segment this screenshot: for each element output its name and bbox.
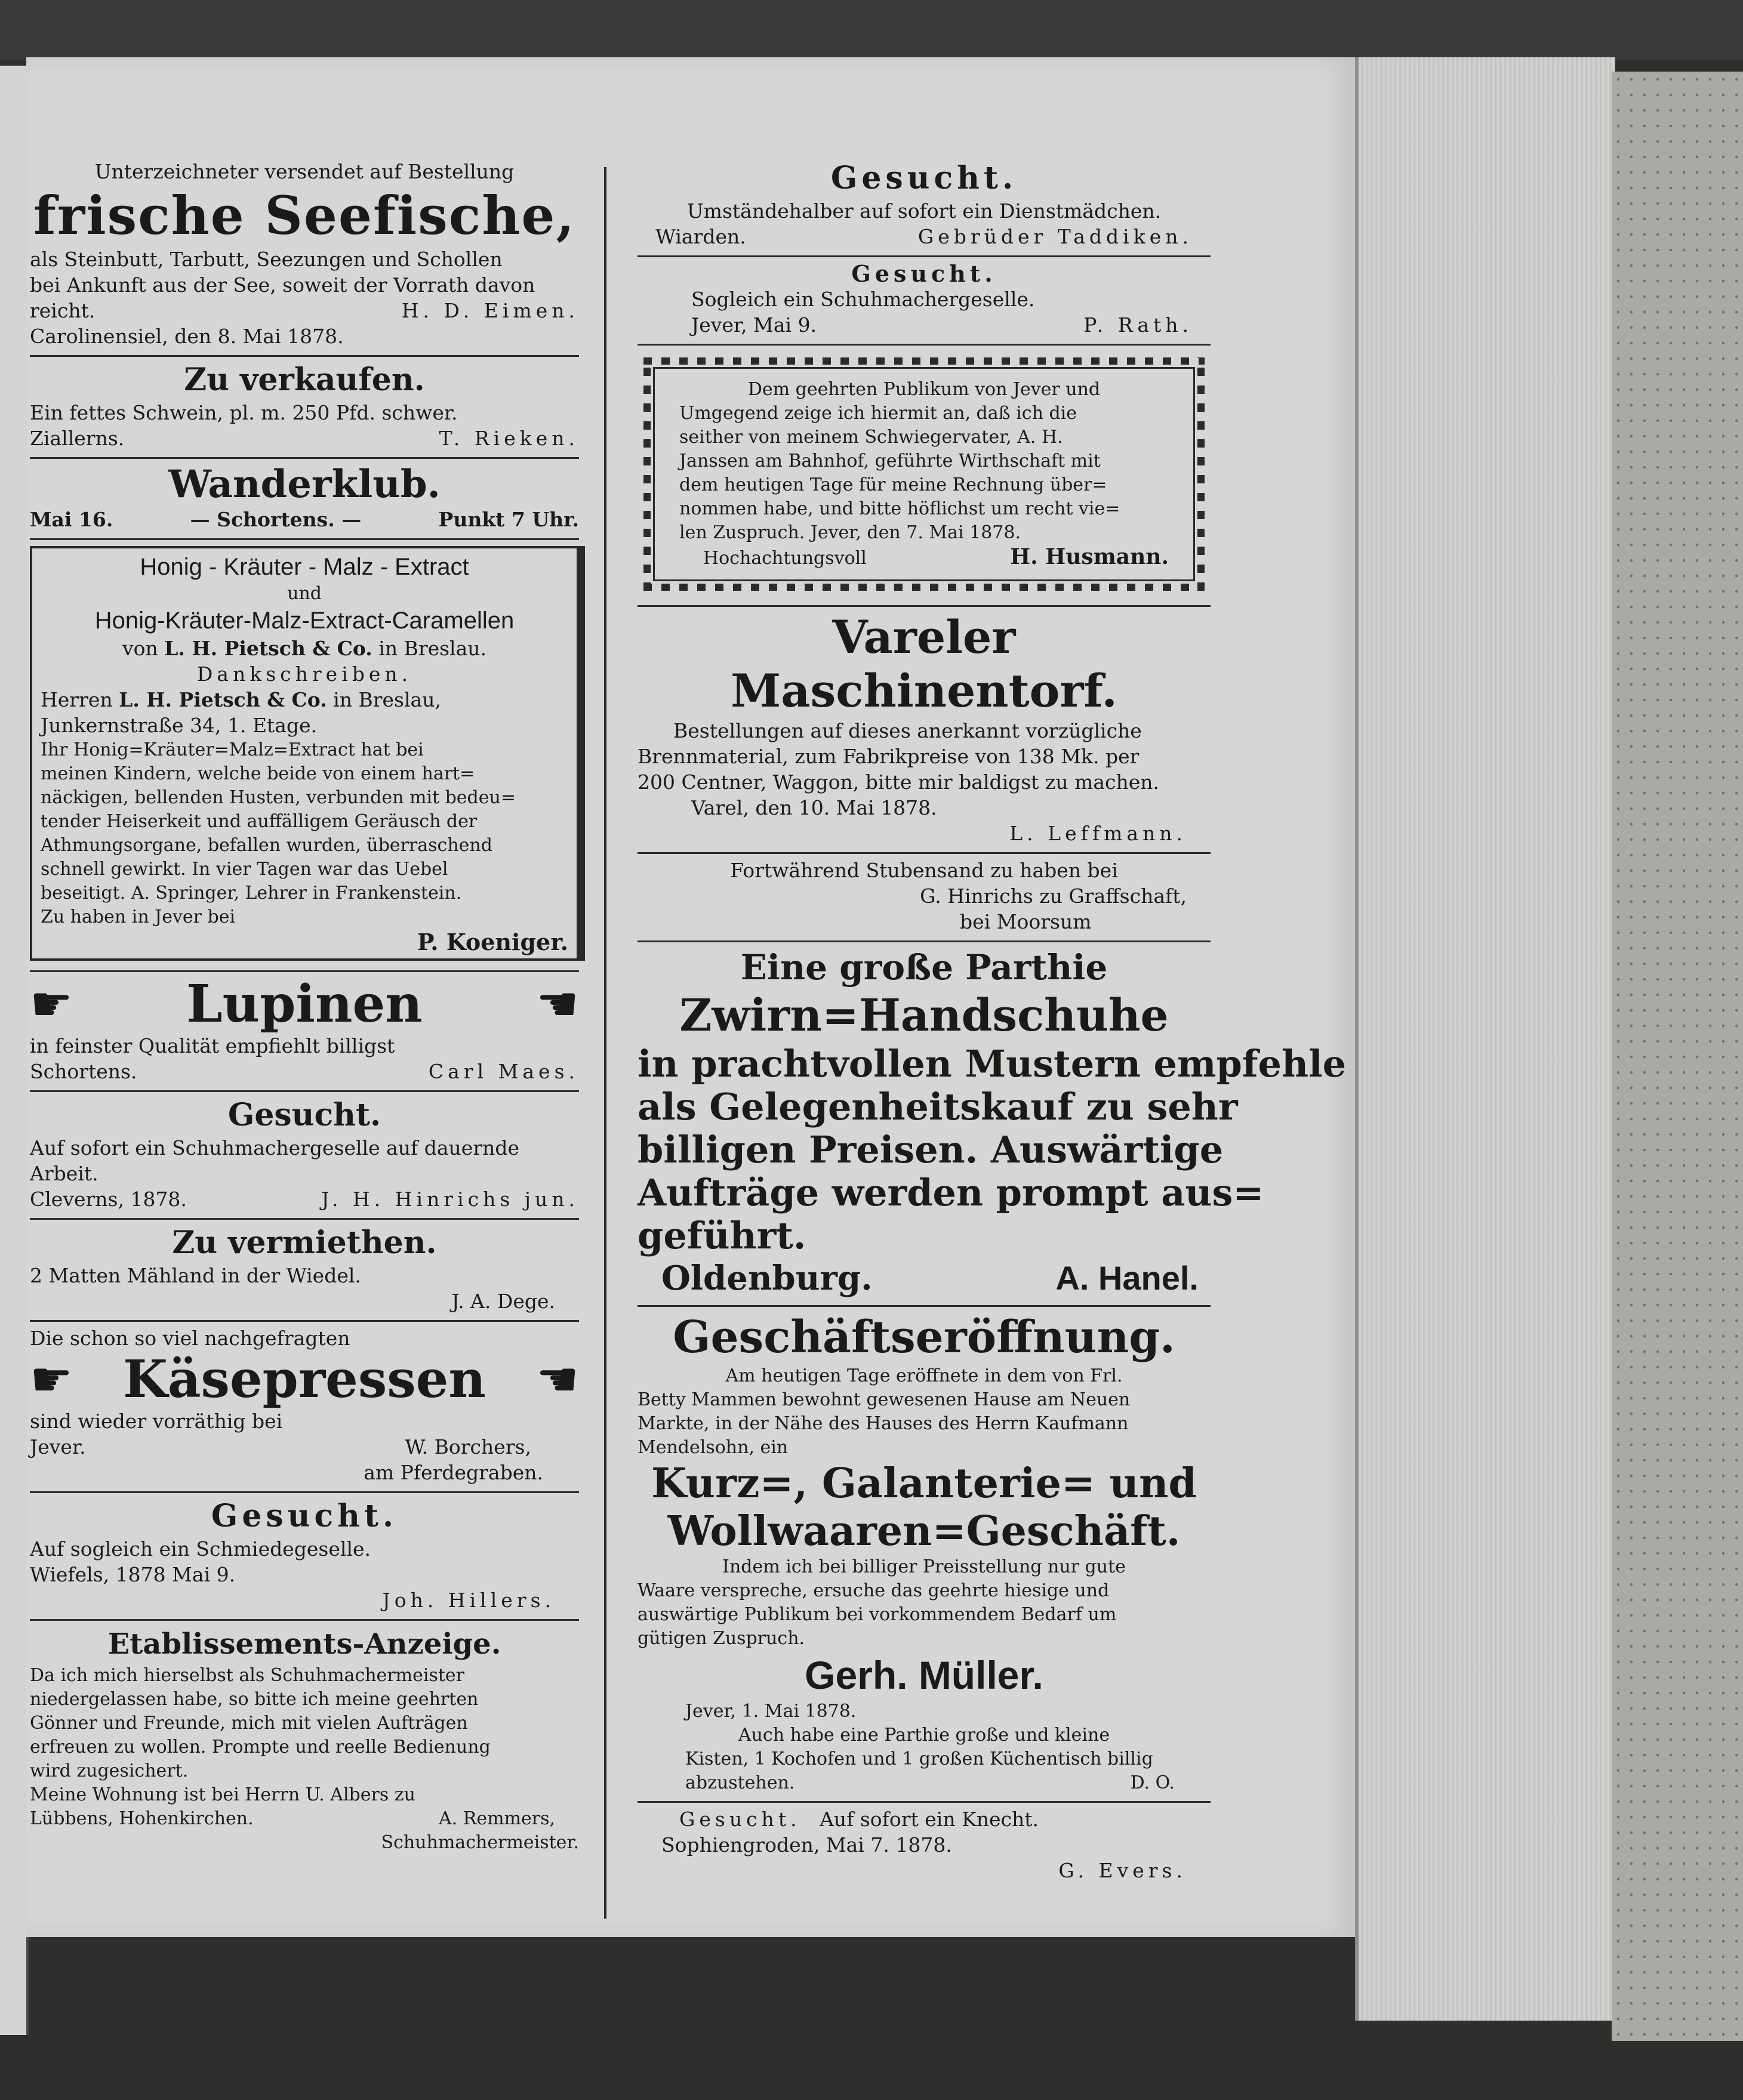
book-cover-board xyxy=(1612,72,1743,2041)
ad-zu-verkaufen xyxy=(30,357,579,459)
ad-signer: Schuhmachermeister. xyxy=(381,1832,579,1853)
ad-wanderklub xyxy=(30,459,579,540)
ad-text-line: beseitigt. A. Springer, Lehrer in Frankenstein. xyxy=(41,883,462,903)
ad-footer: Lübbens, Hohenkirchen. A. Remmers, xyxy=(30,1807,579,1831)
ad-text-line: Janssen am Bahnhof, geführte Wirthschaft mit xyxy=(679,451,1101,471)
ad-signer: G. Hinrichs zu Graffschaft, xyxy=(920,884,1187,908)
ornamental-border xyxy=(638,351,1211,597)
ad-text-line: Umgegend zeige ich hiermit an, daß ich die xyxy=(679,403,1077,424)
ad-signer: J. H. Hinrichs jun. xyxy=(321,1188,579,1211)
ad-date: Wiefels, 1878 Mai 9. xyxy=(30,1563,236,1586)
ad-date: Sophiengroden, Mai 7. 1878. xyxy=(661,1833,952,1857)
ad-text-line: Aufträge werden prompt aus= xyxy=(638,1171,1264,1214)
ad-text-line: Am heutigen Tage eröffnete in dem von Frl. xyxy=(725,1365,1123,1386)
ad-signer: A. Remmers, xyxy=(439,1808,555,1829)
ad-husmann xyxy=(638,346,1211,607)
ad-text-line: Ein fettes Schwein, pl. m. 250 Pfd. schwer. xyxy=(30,401,458,424)
ad-text-line: seither von meinem Schwiegervater, A. H. xyxy=(679,427,1063,448)
ad-text-line: Auf sogleich ein Schmiedegeselle. xyxy=(30,1537,371,1561)
ad-gesucht-dienstmaedchen xyxy=(638,155,1211,257)
ad-title: Honig - Kräuter - Malz - Extract xyxy=(140,554,469,580)
ad-signer: Joh. Hillers. xyxy=(382,1589,555,1612)
previous-page-edge xyxy=(0,66,29,2035)
ad-text-line: auswärtige Publikum bei vorkommendem Bedarf um xyxy=(638,1604,1117,1625)
ad-footer: Hochachtungsvoll H. Husmann. xyxy=(703,544,1169,569)
ad-title: Zwirn=Handschuhe xyxy=(679,990,1169,1041)
ad-handschuhe xyxy=(638,942,1347,1307)
ad-title: Vareler Maschinentorf. xyxy=(731,610,1117,717)
ad-text-line: billigen Preisen. Auswärtige xyxy=(638,1128,1224,1171)
ad-text-line: reicht. H. D. Eimen. xyxy=(30,299,579,322)
ad-signer: T. Rieken. xyxy=(439,427,579,450)
ad-text-line: Kisten, 1 Kochofen und 1 großen Küchentisch billig xyxy=(685,1749,1153,1769)
ad-signer: H. D. Eimen. xyxy=(401,299,579,322)
ad-text-line: Zu haben in Jever bei xyxy=(41,906,236,927)
ad-title: Honig-Kräuter-Malz-Extract-Caramellen xyxy=(94,608,515,634)
ad-geschaeftseroeffnung xyxy=(638,1307,1211,1803)
ad-title-row xyxy=(30,976,579,1033)
ad-text-line: als Steinbutt, Tarbutt, Seezungen und Schollen xyxy=(30,248,503,271)
ad-title: Kurz=, Galanterie= und xyxy=(651,1460,1197,1507)
ad-text-line: näckigen, bellenden Husten, verbunden mit bedeu= xyxy=(41,787,516,808)
ad-honig-extract xyxy=(30,540,579,972)
ad-heading: Eine große Parthie xyxy=(740,947,1108,988)
ad-stubensand xyxy=(638,854,1211,942)
ad-heading: Dankschreiben. xyxy=(196,662,412,686)
ad-seefische xyxy=(30,155,579,357)
ad-text-line: Markte, in der Nähe des Hauses des Herrn Kaufmann xyxy=(638,1413,1129,1434)
ad-text-line: nommen habe, und bitte höflichst um recht vie= xyxy=(679,498,1120,519)
ad-kaesepressen xyxy=(30,1322,579,1493)
ad-text-line: Sogleich ein Schuhmachergeselle. xyxy=(691,288,1035,311)
ad-lupinen xyxy=(30,972,579,1092)
ad-text-line: schnell gewirkt. In vier Tagen war das Uebel xyxy=(41,859,448,880)
ad-title: Käsepressen xyxy=(123,1349,486,1410)
ad-text-line: Umständehalber auf sofort ein Dienstmädchen. xyxy=(686,199,1162,223)
ad-footer: abzustehen. D. O. xyxy=(685,1772,1175,1793)
ad-etablissement xyxy=(30,1621,579,1861)
ad-title: Wollwaaren=Geschäft. xyxy=(667,1507,1181,1555)
ad-title: Gesucht. xyxy=(211,1498,398,1534)
ad-title-row xyxy=(30,1351,579,1408)
ad-footer: Ziallerns. T. Rieken. xyxy=(30,427,579,450)
ad-text-line: Da ich mich hierselbst als Schuhmachermeister xyxy=(30,1665,464,1686)
ad-title: Geschäftseröffnung. xyxy=(673,1312,1175,1363)
ad-text-line: Athmungsorgane, befallen wurden, überraschend xyxy=(41,835,492,856)
column-rule xyxy=(604,167,606,1919)
ad-box: Honig - Kräuter - Malz - Extract und Honig-Kräuter-Malz-Extract-Caramellen von L. H. Pietsch & Co. in Breslau. Dankschreiben. Herren L. H. Pietsch & Co. in Breslau, Junkernstraße 34, 1. Etage. Ihr Honig=Kräuter=Malz=Extract hat bei meinen Kindern, welche beide von einem hart= näckigen, bellenden Husten, verbunden mit bedeu= tender Heiserkeit und auffälligem Geräusch der Athmungsorgane, befallen wurden, überraschend schnell gewirkt. In vier Tagen war das Uebel beseitigt. A. Springer, Lehrer in Frankenstein. Zu haben in Jever bei P. Koeniger. xyxy=(30,546,579,961)
ad-gesucht-schmied xyxy=(30,1493,579,1621)
ad-text-line: Mai 16. — Schortens. — Punkt 7 Uhr. xyxy=(30,508,579,531)
ad-text-line: dem heutigen Tage für meine Rechnung über= xyxy=(679,474,1107,495)
ad-text-line: 200 Centner, Waggon, bitte mir baldigst zu machen. xyxy=(638,770,1160,794)
ad-text-line: Gönner und Freunde, mich mit vielen Aufträgen xyxy=(30,1713,468,1734)
ad-text-line: wird zugesichert. xyxy=(30,1760,189,1781)
ad-text-line: Auf sofort ein Schuhmachergeselle auf dauernde xyxy=(30,1136,520,1160)
ad-footer: Schortens. Carl Maes. xyxy=(30,1060,579,1083)
ad-text-line: sind wieder vorräthig bei xyxy=(30,1410,283,1433)
ad-title: Gesucht. xyxy=(830,160,1018,196)
ad-text-line: von L. H. Pietsch & Co. in Breslau. xyxy=(122,637,487,660)
ad-text-line: len Zuspruch. Jever, den 7. Mai 1878. xyxy=(679,522,1021,543)
ad-footer: Jever. W. Borchers, xyxy=(30,1434,579,1460)
ad-text-line: Waare verspreche, ersuche das geehrte hiesige und xyxy=(638,1580,1110,1601)
ad-text-line: bei Ankunft aus der See, soweit der Vorrath davon xyxy=(30,273,535,297)
ad-text-line: geführt. xyxy=(638,1214,806,1257)
pointing-hand-right-icon: ☛ xyxy=(30,1352,73,1407)
ad-text-line: Brennmaterial, zum Fabrikpreise von 138 Mk. per xyxy=(638,745,1140,768)
pointing-hand-left-icon: ☚ xyxy=(536,1352,579,1407)
ad-title: Gesucht. xyxy=(851,260,997,287)
ad-footer: Wiarden. Gebrüder Taddiken. xyxy=(655,225,1193,248)
ad-text-line: Arbeit. xyxy=(30,1162,98,1185)
ad-footer: Oldenburg. A. Hanel. xyxy=(661,1259,1199,1298)
ad-title: Gesucht. xyxy=(227,1097,381,1133)
ad-text-line: Fortwährend Stubensand zu haben bei xyxy=(730,859,1118,882)
ad-text-line: Herren L. H. Pietsch & Co. in Breslau, xyxy=(41,688,441,711)
ad-date: Varel, den 10. Mai 1878. xyxy=(691,796,937,819)
ad-intro: Unterzeichneter versendet auf Bestellung xyxy=(94,160,515,183)
ad-footer: Cleverns, 1878. J. H. Hinrichs jun. xyxy=(30,1188,579,1211)
ad-text-line: Bestellungen auf dieses anerkannt vorzügliche xyxy=(673,719,1142,742)
ad-intro: Die schon so viel nachgefragten xyxy=(30,1327,350,1350)
ad-text-line: Dem geehrten Publikum von Jever und xyxy=(747,379,1101,400)
ad-title: Wanderklub. xyxy=(168,462,441,507)
ad-zu-vermiethen xyxy=(30,1220,579,1322)
pointing-hand-left-icon: ☚ xyxy=(536,976,579,1032)
ad-signer: Gebrüder Taddiken. xyxy=(917,225,1193,248)
pointing-hand-right-icon: ☛ xyxy=(30,976,73,1032)
ad-title: Etablissements-Anzeige. xyxy=(107,1627,501,1661)
ad-signer: L. Leffmann. xyxy=(1009,822,1187,845)
ad-title: Zu vermiethen. xyxy=(172,1225,437,1261)
ad-text-line: Auch habe eine Parthie große und kleine xyxy=(738,1725,1110,1746)
ad-signer: G. Evers. xyxy=(1058,1859,1187,1882)
ad-footer: Jever, Mai 9. P. Rath. xyxy=(691,313,1193,337)
ad-signer: A. Hanel. xyxy=(1055,1259,1199,1297)
ad-text-line: als Gelegenheitskauf zu sehr xyxy=(638,1085,1238,1128)
ad-text-line: gütigen Zuspruch. xyxy=(638,1628,805,1649)
ad-title: Gesucht. xyxy=(679,1808,801,1831)
right-column xyxy=(638,155,1347,1889)
ad-text-line: in prachtvollen Mustern empfehle xyxy=(638,1042,1347,1086)
ad-text-line: 2 Matten Mähland in der Wiedel. xyxy=(30,1264,361,1287)
ad-signer: P. Koeniger. xyxy=(417,929,568,955)
ad-text-line: in feinster Qualität empfiehlt billigst xyxy=(30,1034,395,1057)
ad-date: Jever, 1. Mai 1878. xyxy=(685,1701,857,1722)
ad-title: Zu verkaufen. xyxy=(184,362,425,398)
ad-title: Lupinen xyxy=(186,974,423,1034)
ad-signer: P. Rath. xyxy=(1083,313,1193,337)
ad-signer: H. Husmann. xyxy=(1010,544,1169,569)
ad-text-line: Meine Wohnung ist bei Herrn U. Albers zu xyxy=(30,1784,415,1805)
ad-signer: W. Borchers, xyxy=(405,1435,531,1458)
ad-signer: J. A. Dege. xyxy=(451,1290,555,1313)
ad-text-line: Mendelsohn, ein xyxy=(638,1437,789,1458)
ad-gesucht-knecht xyxy=(638,1803,1211,1889)
ad-text-line: meinen Kindern, welche beide von einem hart= xyxy=(41,763,475,784)
left-column xyxy=(30,155,579,1861)
ad-signer: Gerh. Müller. xyxy=(805,1653,1043,1697)
ad-date: Carolinensiel, den 8. Mai 1878. xyxy=(30,325,344,348)
ad-signer: Carl Maes. xyxy=(428,1060,579,1083)
ad-gesucht-schuhmacher xyxy=(30,1092,579,1220)
ad-signer: am Pferdegraben. xyxy=(364,1461,543,1484)
ad-text-line: niedergelassen habe, so bitte ich meine geehrten xyxy=(30,1689,479,1710)
ad-gesucht-schuhmachergeselle xyxy=(638,257,1211,346)
scan-background-top xyxy=(0,0,1743,60)
ad-maschinentorf xyxy=(638,607,1211,854)
ad-text-line: Junkernstraße 34, 1. Etage. xyxy=(41,714,318,737)
ad-text-line: Ihr Honig=Kräuter=Malz=Extract hat bei xyxy=(41,739,424,760)
ad-text-line: Gesucht. Auf sofort ein Knecht. xyxy=(679,1808,1039,1831)
ad-text-line: Betty Mammen bewohnt gewesenen Hause am Neuen xyxy=(638,1389,1131,1410)
ad-text-line: erfreuen zu wollen. Prompte und reelle Bedienung xyxy=(30,1737,491,1757)
book-page-edges xyxy=(1355,57,1615,2021)
ad-title: frische Seefische, xyxy=(33,184,575,246)
ad-text-line: Indem ich bei billiger Preisstellung nur gute xyxy=(722,1556,1126,1577)
ad-text-line: tender Heiserkeit und auffälligem Geräusch der xyxy=(41,811,478,832)
ad-signer: bei Moorsum xyxy=(960,910,1092,933)
